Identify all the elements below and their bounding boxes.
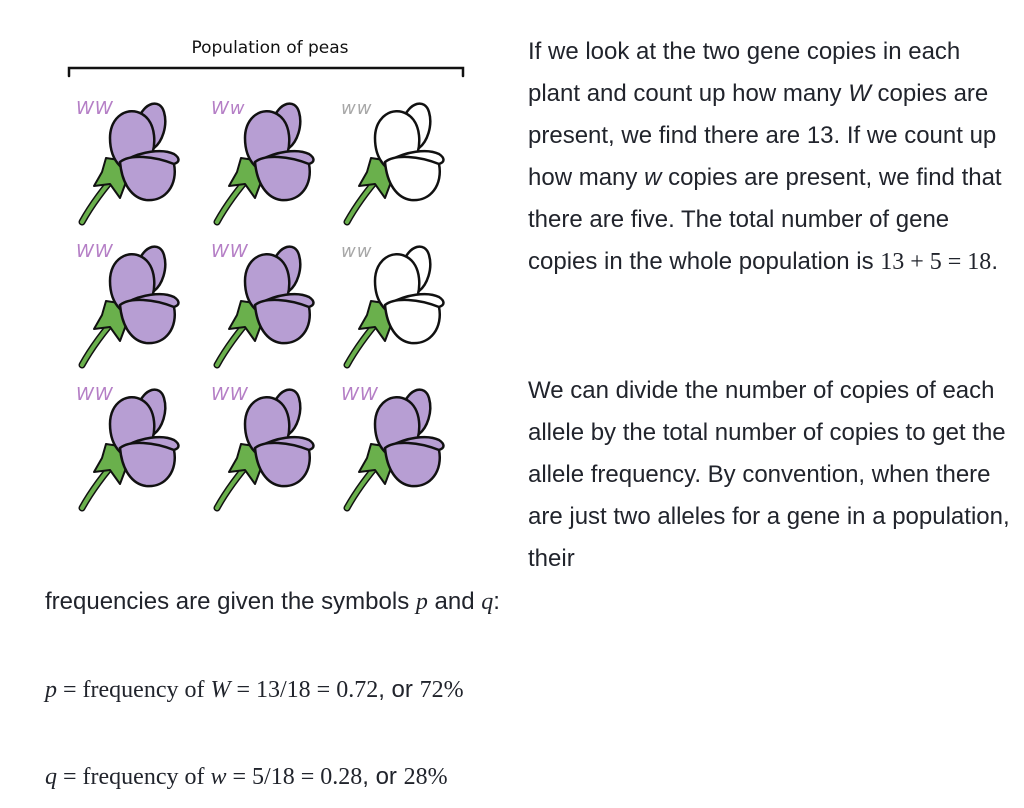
genotype-label: ww [341,98,373,119]
pea-plant [205,378,325,518]
genotype-label: WW [76,98,114,119]
pea-population-figure [60,30,480,520]
paragraph-frequency-cont: frequencies are given the symbols p and q: [45,588,500,615]
equation-q: q = frequency of w = 5/18 = 0.28, or 28% [45,763,448,790]
pea-plant [205,235,325,375]
figure-title: Population of peas [191,38,349,58]
equation-p: p = frequency of W = 13/18 = 0.72, or 72% [45,676,464,703]
genotype-label: ww [341,241,373,262]
pea-plant [70,378,190,518]
paragraph-frequency: We can divide the number of copies of each allele by the total number of copies to get the allele frequency. By convention, when there are just two alleles for a gene in a population, their [528,377,1010,572]
genotype-label: WW [341,384,379,405]
pea-plant [335,378,455,518]
pea-plant [335,92,455,232]
pea-plant [335,235,455,375]
pea-plant [70,235,190,375]
genotype-label: WW [211,241,249,262]
genotype-label: WW [211,384,249,405]
genotype-label: WW [76,384,114,405]
paragraph-count: If we look at the two gene copies in each plant and count up how many W copies are present, we find there are 13. If we count up how many w copies are present, we find that there are five. The total number of gene copies in the whole population is 13 + 5 = 18. [528,38,1002,275]
pea-plant [70,92,190,232]
genotype-label: WW [76,241,114,262]
pea-plant [205,92,325,232]
genotype-label: Ww [211,98,246,119]
